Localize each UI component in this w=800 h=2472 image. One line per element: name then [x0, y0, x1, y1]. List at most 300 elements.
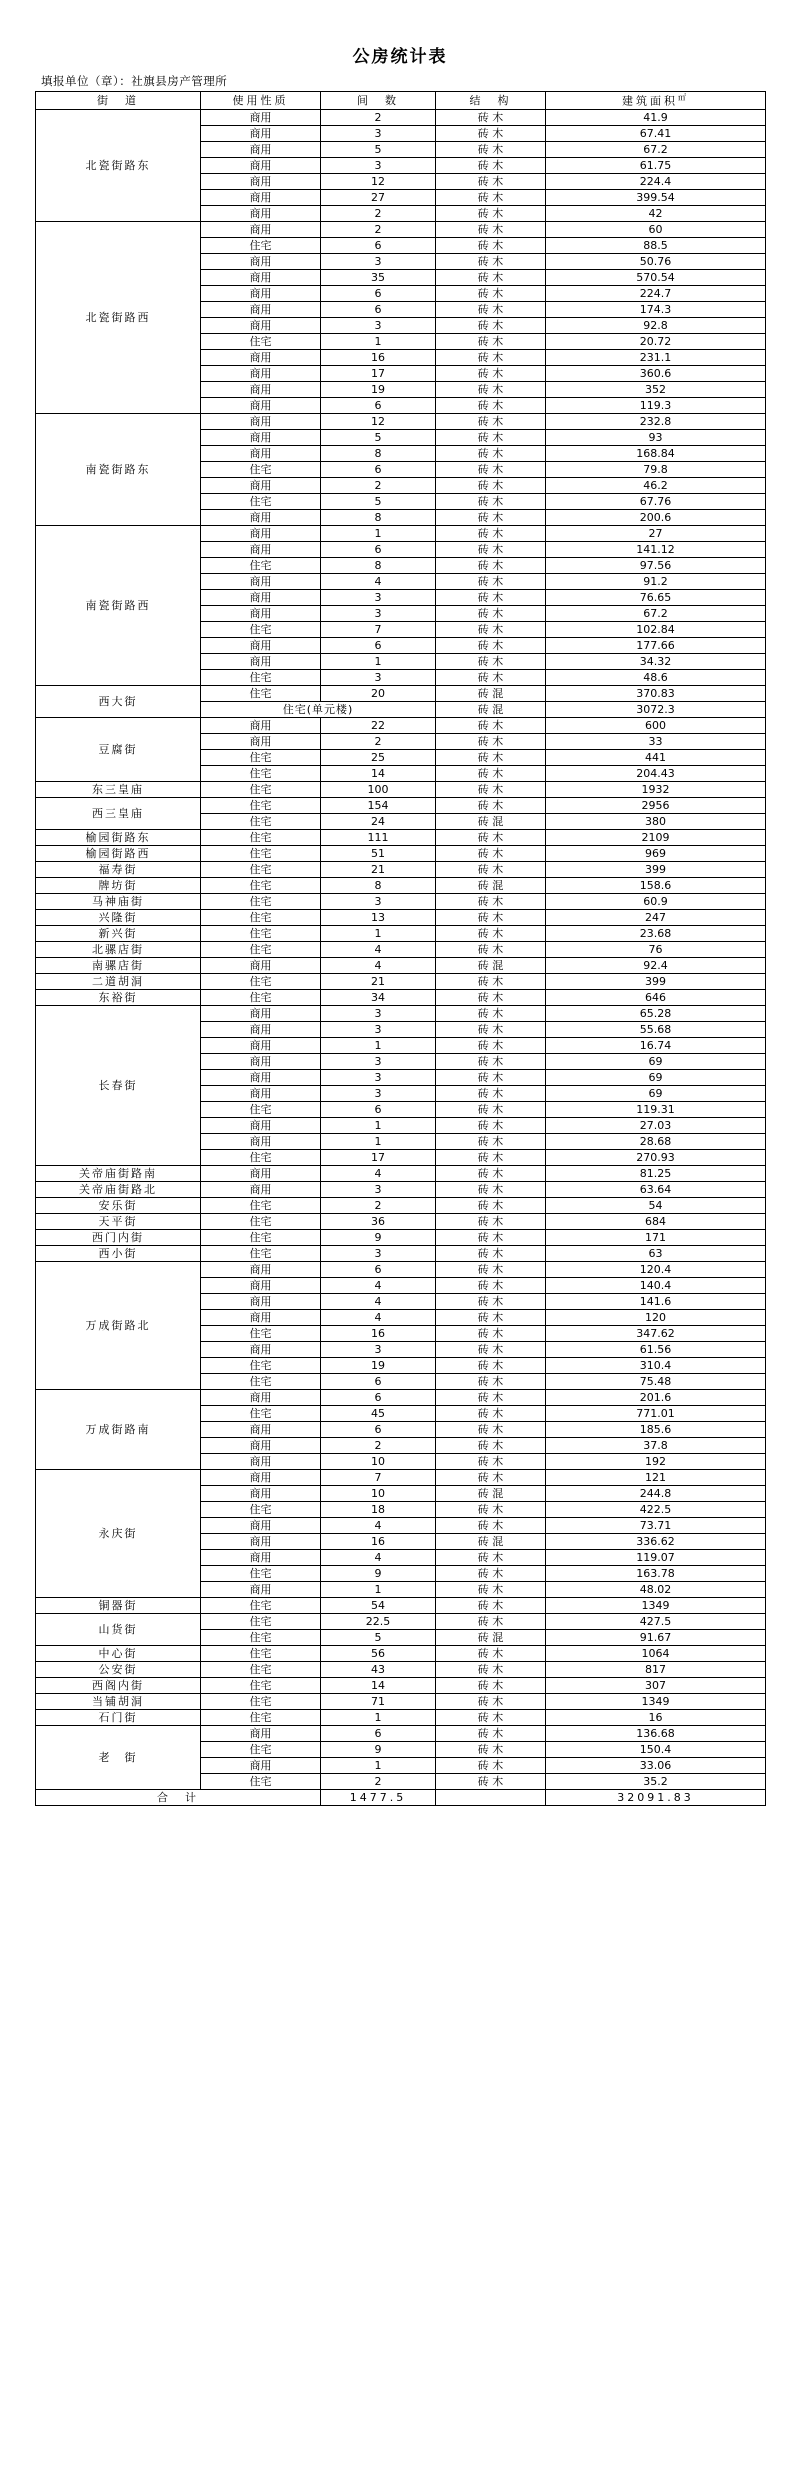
- street-name-cell: 铜器街: [36, 1598, 201, 1614]
- rooms-cell: 1: [321, 1758, 436, 1774]
- area-cell: 307: [546, 1678, 766, 1694]
- structure-cell: 砖 木: [436, 110, 546, 126]
- table-row: [36, 1006, 766, 1022]
- area-cell: 380: [546, 814, 766, 830]
- use-cell: 住宅: [201, 238, 321, 254]
- use-cell: 商用: [201, 542, 321, 558]
- use-cell: 商用: [201, 958, 321, 974]
- rooms-cell: 4: [321, 574, 436, 590]
- use-cell: 住宅: [201, 814, 321, 830]
- table-row: [36, 1710, 766, 1726]
- area-cell: 224.7: [546, 286, 766, 302]
- structure-cell: 砖 木: [436, 1150, 546, 1166]
- use-cell: 商用: [201, 1550, 321, 1566]
- street-name-cell: 西小街: [36, 1246, 201, 1262]
- structure-cell: 砖 木: [436, 286, 546, 302]
- use-cell: 商用: [201, 1278, 321, 1294]
- area-cell: 37.8: [546, 1438, 766, 1454]
- area-cell: 244.8: [546, 1486, 766, 1502]
- use-cell: 商用: [201, 1022, 321, 1038]
- area-cell: 347.62: [546, 1326, 766, 1342]
- area-cell: 370.83: [546, 686, 766, 702]
- rooms-cell: 2: [321, 110, 436, 126]
- street-name-cell: 新兴街: [36, 926, 201, 942]
- rooms-cell: 9: [321, 1742, 436, 1758]
- structure-cell: 砖 木: [436, 1598, 546, 1614]
- structure-cell: 砖 木: [436, 350, 546, 366]
- table-row: [36, 1214, 766, 1230]
- table-row: [36, 1662, 766, 1678]
- use-cell: 商用: [201, 1054, 321, 1070]
- structure-cell: 砖 木: [436, 622, 546, 638]
- table-row: [36, 1646, 766, 1662]
- structure-cell: 砖 木: [436, 1422, 546, 1438]
- street-name-cell: 榆园街路东: [36, 830, 201, 846]
- street-name-cell: 公安街: [36, 1662, 201, 1678]
- table-row: [36, 1390, 766, 1406]
- rooms-cell: 3: [321, 1182, 436, 1198]
- use-cell: 商用: [201, 590, 321, 606]
- use-cell: 商用: [201, 366, 321, 382]
- structure-cell: 砖 木: [436, 942, 546, 958]
- rooms-cell: 4: [321, 1518, 436, 1534]
- table-row: [36, 1166, 766, 1182]
- use-cell: 商用: [201, 1166, 321, 1182]
- street-name-cell: 南瓷街路西: [36, 526, 201, 686]
- column-header-structure: 结 构: [436, 92, 546, 110]
- street-name-cell: 天平街: [36, 1214, 201, 1230]
- rooms-cell: 3: [321, 1022, 436, 1038]
- area-cell: 48.6: [546, 670, 766, 686]
- rooms-cell: 16: [321, 350, 436, 366]
- structure-cell: 砖 木: [436, 366, 546, 382]
- rooms-cell: 5: [321, 430, 436, 446]
- area-cell: 81.25: [546, 1166, 766, 1182]
- area-cell: 92.8: [546, 318, 766, 334]
- table-row: [36, 878, 766, 894]
- area-cell: 600: [546, 718, 766, 734]
- rooms-cell: 7: [321, 1470, 436, 1486]
- structure-cell: 砖 木: [436, 766, 546, 782]
- rooms-cell: 8: [321, 878, 436, 894]
- rooms-cell: 6: [321, 462, 436, 478]
- rooms-cell: 3: [321, 126, 436, 142]
- structure-cell: 砖 木: [436, 526, 546, 542]
- use-cell: 商用: [201, 1438, 321, 1454]
- area-cell: 63.64: [546, 1182, 766, 1198]
- area-cell: 570.54: [546, 270, 766, 286]
- street-name-cell: 中心街: [36, 1646, 201, 1662]
- table-row: [36, 686, 766, 702]
- rooms-cell: 1: [321, 1710, 436, 1726]
- structure-cell: 砖 木: [436, 1006, 546, 1022]
- rooms-cell: 4: [321, 1278, 436, 1294]
- use-cell: 住宅: [201, 686, 321, 702]
- street-name-cell: 豆腐街: [36, 718, 201, 782]
- use-cell: 住宅: [201, 622, 321, 638]
- rooms-cell: 19: [321, 1358, 436, 1374]
- rooms-cell: 4: [321, 1166, 436, 1182]
- use-cell: 住宅: [201, 1230, 321, 1246]
- area-cell: 969: [546, 846, 766, 862]
- area-cell: 93: [546, 430, 766, 446]
- structure-cell: 砖 混: [436, 878, 546, 894]
- structure-cell: 砖 木: [436, 254, 546, 270]
- area-cell: 2109: [546, 830, 766, 846]
- use-cell: 住宅: [201, 1358, 321, 1374]
- structure-cell: 砖 混: [436, 814, 546, 830]
- street-name-cell: 关帝庙街路北: [36, 1182, 201, 1198]
- use-cell: 商用: [201, 430, 321, 446]
- use-cell: 商用: [201, 158, 321, 174]
- area-cell: 158.6: [546, 878, 766, 894]
- rooms-cell: 2: [321, 1438, 436, 1454]
- table-row: [36, 1614, 766, 1630]
- street-name-cell: 南瓷街路东: [36, 414, 201, 526]
- rooms-cell: 16: [321, 1326, 436, 1342]
- rooms-cell: 14: [321, 1678, 436, 1694]
- structure-cell: 砖 木: [436, 302, 546, 318]
- rooms-cell: 3: [321, 1070, 436, 1086]
- rooms-cell: 6: [321, 286, 436, 302]
- structure-cell: 砖 木: [436, 558, 546, 574]
- use-cell: 住宅: [201, 1630, 321, 1646]
- street-name-cell: 二道胡洞: [36, 974, 201, 990]
- area-cell: 61.56: [546, 1342, 766, 1358]
- use-cell: 住宅: [201, 926, 321, 942]
- rooms-cell: 35: [321, 270, 436, 286]
- use-cell: 商用: [201, 478, 321, 494]
- area-cell: 360.6: [546, 366, 766, 382]
- structure-cell: 砖 木: [436, 1662, 546, 1678]
- rooms-cell: 3: [321, 158, 436, 174]
- area-cell: 422.5: [546, 1502, 766, 1518]
- street-name-cell: 东三皇庙: [36, 782, 201, 798]
- structure-cell: 砖 木: [436, 142, 546, 158]
- structure-cell: 砖 木: [436, 734, 546, 750]
- table-row: [36, 1694, 766, 1710]
- use-cell: 商用: [201, 302, 321, 318]
- table-row: [36, 222, 766, 238]
- table-row: [36, 910, 766, 926]
- column-header-use: 使用性质: [201, 92, 321, 110]
- use-cell: 住宅: [201, 974, 321, 990]
- structure-cell: 砖 木: [436, 334, 546, 350]
- area-cell: 1932: [546, 782, 766, 798]
- area-cell: 33.06: [546, 1758, 766, 1774]
- rooms-cell: 3: [321, 590, 436, 606]
- use-cell: 商用: [201, 1006, 321, 1022]
- use-cell: 商用: [201, 1470, 321, 1486]
- use-cell: 住宅: [201, 862, 321, 878]
- area-cell: 399: [546, 862, 766, 878]
- street-name-cell: 北瓷街路东: [36, 110, 201, 222]
- structure-cell: 砖 木: [436, 1550, 546, 1566]
- rooms-cell: 4: [321, 958, 436, 974]
- structure-cell: 砖 木: [436, 1502, 546, 1518]
- use-cell: 住宅: [201, 1742, 321, 1758]
- area-cell: 204.43: [546, 766, 766, 782]
- use-cell: 商用: [201, 382, 321, 398]
- structure-cell: 砖 木: [436, 1230, 546, 1246]
- street-name-cell: 长春街: [36, 1006, 201, 1166]
- rooms-cell: 56: [321, 1646, 436, 1662]
- rooms-cell: 14: [321, 766, 436, 782]
- area-cell: 771.01: [546, 1406, 766, 1422]
- area-cell: 63: [546, 1246, 766, 1262]
- public-housing-statistics-table: [35, 91, 766, 1806]
- structure-cell: 砖 木: [436, 1470, 546, 1486]
- use-cell: 商用: [201, 510, 321, 526]
- street-name-cell: 关帝庙街路南: [36, 1166, 201, 1182]
- area-cell: 1349: [546, 1694, 766, 1710]
- structure-cell: 砖 木: [436, 1518, 546, 1534]
- use-cell: 住宅: [201, 830, 321, 846]
- rooms-cell: 36: [321, 1214, 436, 1230]
- table-header-row: [36, 92, 766, 110]
- street-name-cell: 安乐街: [36, 1198, 201, 1214]
- area-cell: 65.28: [546, 1006, 766, 1022]
- area-cell: 33: [546, 734, 766, 750]
- structure-cell: 砖 木: [436, 1390, 546, 1406]
- table-row: [36, 110, 766, 126]
- structure-cell: 砖 木: [436, 654, 546, 670]
- rooms-cell: 9: [321, 1230, 436, 1246]
- table-row: [36, 526, 766, 542]
- area-cell: 46.2: [546, 478, 766, 494]
- structure-cell: 砖 木: [436, 478, 546, 494]
- area-cell: 817: [546, 1662, 766, 1678]
- area-cell: 97.56: [546, 558, 766, 574]
- use-cell: 商用: [201, 1118, 321, 1134]
- rooms-cell: 16: [321, 1534, 436, 1550]
- rooms-cell: 25: [321, 750, 436, 766]
- rooms-cell: 3: [321, 1054, 436, 1070]
- use-cell: 住宅: [201, 1198, 321, 1214]
- column-header-area-label: 建筑面积: [622, 94, 678, 108]
- rooms-cell: 6: [321, 542, 436, 558]
- rooms-cell: 3: [321, 1342, 436, 1358]
- structure-cell: 砖 木: [436, 590, 546, 606]
- rooms-cell: 4: [321, 1310, 436, 1326]
- structure-cell: 砖 木: [436, 1198, 546, 1214]
- area-cell: 60: [546, 222, 766, 238]
- structure-cell: 砖 木: [436, 1310, 546, 1326]
- area-cell: 27.03: [546, 1118, 766, 1134]
- rooms-cell: 10: [321, 1454, 436, 1470]
- area-cell: 336.62: [546, 1534, 766, 1550]
- column-header-area-unit: ㎡: [678, 92, 689, 102]
- use-cell: 住宅: [201, 990, 321, 1006]
- area-cell: 1349: [546, 1598, 766, 1614]
- structure-cell: 砖 木: [436, 606, 546, 622]
- use-cell: 商用: [201, 446, 321, 462]
- table-row: [36, 1246, 766, 1262]
- area-cell: 119.3: [546, 398, 766, 414]
- street-name-cell: 西阁内街: [36, 1678, 201, 1694]
- use-cell: 住宅: [201, 494, 321, 510]
- area-cell: 16.74: [546, 1038, 766, 1054]
- structure-cell: 砖 木: [436, 190, 546, 206]
- area-cell: 102.84: [546, 622, 766, 638]
- structure-cell: 砖 木: [436, 1022, 546, 1038]
- use-cell: 商用: [201, 254, 321, 270]
- use-cell: 商用: [201, 126, 321, 142]
- use-cell: 住宅: [201, 766, 321, 782]
- rooms-cell: 9: [321, 1566, 436, 1582]
- use-cell: 商用: [201, 1134, 321, 1150]
- area-cell: 310.4: [546, 1358, 766, 1374]
- structure-cell: 砖 木: [436, 1758, 546, 1774]
- use-cell: 商用: [201, 1086, 321, 1102]
- use-cell: 住宅: [201, 910, 321, 926]
- use-cell: 商用: [201, 526, 321, 542]
- use-cell: 住宅: [201, 1566, 321, 1582]
- structure-cell: 砖 木: [436, 158, 546, 174]
- rooms-cell: 6: [321, 238, 436, 254]
- structure-cell: 砖 木: [436, 1710, 546, 1726]
- area-cell: 20.72: [546, 334, 766, 350]
- area-cell: 3072.3: [546, 702, 766, 718]
- area-cell: 684: [546, 1214, 766, 1230]
- use-cell: 商用: [201, 1310, 321, 1326]
- rooms-cell: 43: [321, 1662, 436, 1678]
- total-structure-cell: [436, 1790, 546, 1806]
- structure-cell: 砖 木: [436, 1454, 546, 1470]
- rooms-cell: 6: [321, 638, 436, 654]
- area-cell: 67.41: [546, 126, 766, 142]
- structure-cell: 砖 木: [436, 798, 546, 814]
- area-cell: 270.93: [546, 1150, 766, 1166]
- rooms-cell: 18: [321, 1502, 436, 1518]
- area-cell: 76: [546, 942, 766, 958]
- use-cell: 住宅: [201, 1502, 321, 1518]
- street-name-cell: 马神庙街: [36, 894, 201, 910]
- use-cell: 商用: [201, 718, 321, 734]
- rooms-cell: 6: [321, 1374, 436, 1390]
- structure-cell: 砖 木: [436, 1214, 546, 1230]
- area-cell: 200.6: [546, 510, 766, 526]
- rooms-cell: 21: [321, 974, 436, 990]
- table-row: [36, 1262, 766, 1278]
- area-cell: 140.4: [546, 1278, 766, 1294]
- structure-cell: 砖 木: [436, 1182, 546, 1198]
- rooms-cell: 6: [321, 1102, 436, 1118]
- structure-cell: 砖 木: [436, 782, 546, 798]
- table-row: [36, 1726, 766, 1742]
- structure-cell: 砖 木: [436, 1134, 546, 1150]
- rooms-cell: 4: [321, 1550, 436, 1566]
- area-cell: 79.8: [546, 462, 766, 478]
- street-name-cell: 石门街: [36, 1710, 201, 1726]
- use-cell: 商用: [201, 174, 321, 190]
- rooms-cell: 2: [321, 222, 436, 238]
- use-cell: 商用: [201, 1342, 321, 1358]
- structure-cell: 砖 木: [436, 846, 546, 862]
- use-cell: 商用: [201, 1294, 321, 1310]
- table-row: [36, 1470, 766, 1486]
- page-title: 公房统计表: [352, 47, 448, 67]
- street-name-cell: 山货街: [36, 1614, 201, 1646]
- area-cell: 121: [546, 1470, 766, 1486]
- rooms-cell: 3: [321, 670, 436, 686]
- table-row: [36, 974, 766, 990]
- rooms-cell: 22.5: [321, 1614, 436, 1630]
- table-row: [36, 1198, 766, 1214]
- rooms-cell: 45: [321, 1406, 436, 1422]
- rooms-cell: 17: [321, 366, 436, 382]
- structure-cell: 砖 木: [436, 462, 546, 478]
- structure-cell: 砖 混: [436, 958, 546, 974]
- street-name-cell: 兴隆街: [36, 910, 201, 926]
- rooms-cell: 1: [321, 654, 436, 670]
- area-cell: 69: [546, 1054, 766, 1070]
- use-cell: 商用: [201, 1534, 321, 1550]
- area-cell: 232.8: [546, 414, 766, 430]
- use-cell: 住宅: [201, 1678, 321, 1694]
- area-cell: 61.75: [546, 158, 766, 174]
- rooms-cell: 13: [321, 910, 436, 926]
- area-cell: 1064: [546, 1646, 766, 1662]
- area-cell: 67.2: [546, 606, 766, 622]
- rooms-cell: 5: [321, 1630, 436, 1646]
- area-cell: 28.68: [546, 1134, 766, 1150]
- use-cell: 商用: [201, 350, 321, 366]
- area-cell: 224.4: [546, 174, 766, 190]
- rooms-cell: 12: [321, 414, 436, 430]
- area-cell: 23.68: [546, 926, 766, 942]
- structure-cell: 砖 木: [436, 222, 546, 238]
- area-cell: 136.68: [546, 1726, 766, 1742]
- street-name-cell: 北骡店街: [36, 942, 201, 958]
- column-header-area: [546, 92, 766, 110]
- area-cell: 67.76: [546, 494, 766, 510]
- rooms-cell: 4: [321, 1294, 436, 1310]
- area-cell: 34.32: [546, 654, 766, 670]
- area-cell: 119.07: [546, 1550, 766, 1566]
- rooms-cell: 3: [321, 606, 436, 622]
- street-name-cell: 牌坊街: [36, 878, 201, 894]
- use-cell: 住宅: [201, 1598, 321, 1614]
- rooms-cell: 2: [321, 478, 436, 494]
- use-cell: 商用: [201, 574, 321, 590]
- area-cell: 247: [546, 910, 766, 926]
- area-cell: 174.3: [546, 302, 766, 318]
- use-span-cell: 住宅(单元楼): [201, 702, 436, 718]
- street-name-cell: 西门内街: [36, 1230, 201, 1246]
- table-row: [36, 862, 766, 878]
- structure-cell: 砖 木: [436, 1742, 546, 1758]
- rooms-cell: 3: [321, 894, 436, 910]
- rooms-cell: 1: [321, 926, 436, 942]
- structure-cell: 砖 木: [436, 1582, 546, 1598]
- rooms-cell: 71: [321, 1694, 436, 1710]
- street-name-cell: 西三皇庙: [36, 798, 201, 830]
- use-cell: 住宅: [201, 878, 321, 894]
- table-row: [36, 798, 766, 814]
- area-cell: 441: [546, 750, 766, 766]
- rooms-cell: 10: [321, 1486, 436, 1502]
- structure-cell: 砖 混: [436, 702, 546, 718]
- rooms-cell: 1: [321, 1134, 436, 1150]
- structure-cell: 砖 木: [436, 1406, 546, 1422]
- structure-cell: 砖 木: [436, 382, 546, 398]
- use-cell: 住宅: [201, 942, 321, 958]
- structure-cell: 砖 木: [436, 1774, 546, 1790]
- area-cell: 27: [546, 526, 766, 542]
- rooms-cell: 1: [321, 1582, 436, 1598]
- rooms-cell: 3: [321, 254, 436, 270]
